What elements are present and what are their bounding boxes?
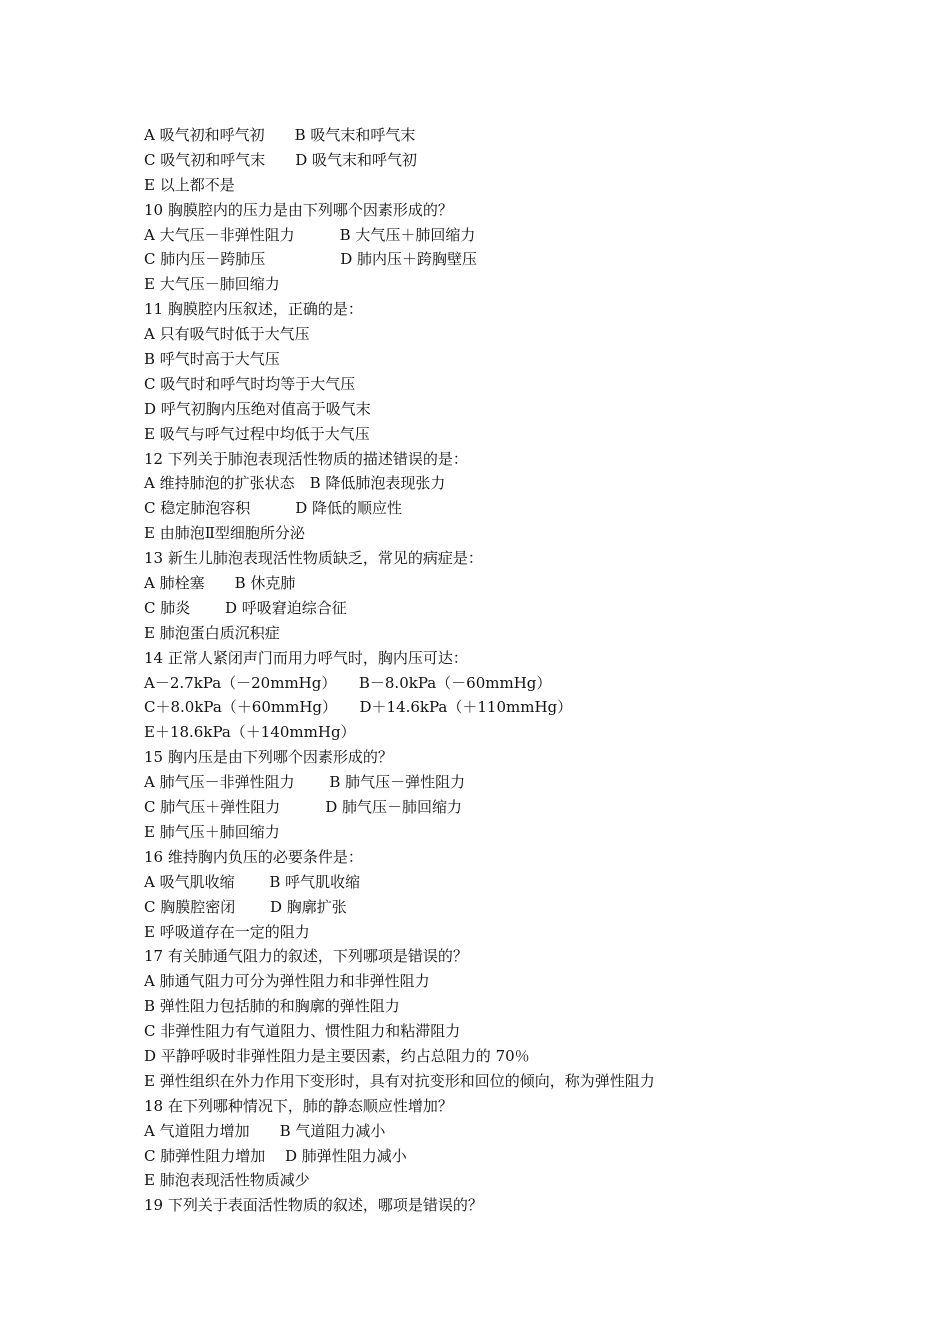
option-line: E 肺气压＋肺回缩力 (144, 822, 280, 841)
option-line: C 肺弹性阻力增加 D 肺弹性阻力减小 (144, 1146, 407, 1165)
option-line: E 吸气与呼气过程中均低于大气压 (144, 424, 370, 443)
option-line: A 肺栓塞 B 休克肺 (144, 574, 296, 593)
question-line: 15 胸内压是由下列哪个因素形成的？ (144, 748, 393, 767)
option-line: A 肺气压－非弹性阻力 B 肺气压－弹性阻力 (144, 773, 466, 792)
option-line: E 肺泡蛋白质沉积症 (144, 623, 280, 642)
option-line: A 肺通气阻力可分为弹性阻力和非弹性阻力 (144, 972, 430, 991)
question-line: 12 下列关于肺泡表现活性物质的描述错误的是： (144, 449, 468, 468)
document-page (144, 123, 904, 1218)
question-line: 11 胸膜腔内压叙述，正确的是： (144, 300, 363, 319)
option-line: C 稳定肺泡容积 D 降低的顺应性 (144, 499, 403, 518)
option-line: E 弹性组织在外力作用下变形时，具有对抗变形和回位的倾向，称为弹性阻力 (144, 1071, 655, 1090)
question-line: 19 下列关于表面活性物质的叙述，哪项是错误的？ (144, 1196, 483, 1215)
option-line: A 吸气肌收缩 B 呼气肌收缩 (144, 872, 361, 891)
option-line: E＋18.6kPa（＋140mmHg） (144, 723, 356, 742)
option-line: E 由肺泡Ⅱ型细胞所分泌 (144, 524, 305, 543)
question-line: 10 胸膜腔内的压力是由下列哪个因素形成的？ (144, 200, 453, 219)
question-line: 16 维持胸内负压的必要条件是： (144, 847, 363, 866)
option-line: D 平静呼吸时非弹性阻力是主要因素，约占总阻力的 70％ (144, 1046, 530, 1065)
question-line: 18 在下列哪种情况下，肺的静态顺应性增加？ (144, 1096, 453, 1115)
option-line: E 呼吸道存在一定的阻力 (144, 922, 310, 941)
option-line: A 气道阻力增加 B 气道阻力减小 (144, 1121, 386, 1140)
question-line: 13 新生儿肺泡表现活性物质缺乏，常见的病症是： (144, 549, 483, 568)
option-line: A 大气压－非弹性阻力 B 大气压＋肺回缩力 (144, 225, 476, 244)
option-line: C 吸气初和呼气末 D 吸气末和呼气初 (144, 150, 418, 169)
question-line: 17 有关肺通气阻力的叙述，下列哪项是错误的？ (144, 947, 468, 966)
option-line: E 肺泡表现活性物质减少 (144, 1171, 310, 1190)
option-line: C 非弹性阻力有气道阻力、惯性阻力和粘滞阻力 (144, 1022, 461, 1041)
option-line: C 吸气时和呼气时均等于大气压 (144, 374, 356, 393)
option-line: B 弹性阻力包括肺的和胸廓的弹性阻力 (144, 997, 400, 1016)
question-line: 14 正常人紧闭声门而用力呼气时，胸内压可达： (144, 648, 468, 667)
option-line: C 胸膜腔密闭 D 胸廓扩张 (144, 897, 347, 916)
option-line: E 以上都不是 (144, 175, 235, 194)
option-line: D 呼气初胸内压绝对值高于吸气末 (144, 399, 371, 418)
option-line: B 呼气时高于大气压 (144, 350, 280, 369)
option-line: E 大气压－肺回缩力 (144, 275, 280, 294)
option-line: C 肺炎 D 呼吸窘迫综合征 (144, 598, 347, 617)
option-line: A 维持肺泡的扩张状态 B 降低肺泡表现张力 (144, 474, 446, 493)
option-line: A 只有吸气时低于大气压 (144, 325, 310, 344)
option-line: C 肺内压－跨肺压 D 肺内压＋跨胸壁压 (144, 250, 478, 269)
option-line: A 吸气初和呼气初 B 吸气末和呼气末 (144, 126, 416, 144)
option-line: C 肺气压＋弹性阻力 D 肺气压－肺回缩力 (144, 798, 463, 817)
option-line: A－2.7kPa（－20mmHg） B－8.0kPa（－60mmHg） (144, 673, 552, 692)
option-line: C＋8.0kPa（＋60mmHg） D＋14.6kPa（＋110mmHg） (144, 698, 573, 717)
